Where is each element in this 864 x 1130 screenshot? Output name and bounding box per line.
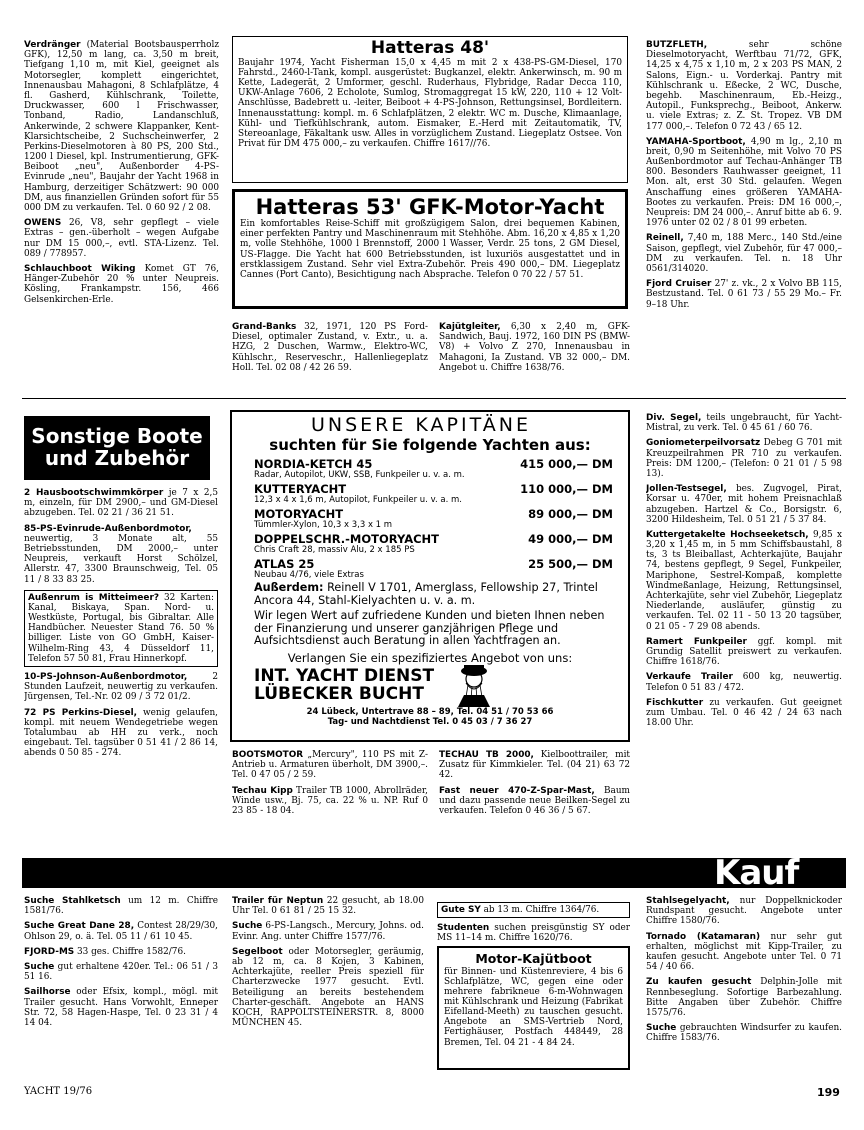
kauf-column-4 xyxy=(646,896,842,1078)
ad-headline: Verdränger xyxy=(24,40,81,50)
ad-text: je 7 x 2,5 m, einzeln, für DM 2900,– und GM-Diesel abzugeben. Tel. 02 21 / 36 21 51. xyxy=(24,488,218,519)
ad-text: 2 Stunden Laufzeit, neuwertig zu verkaufen. Jürgensen, Tel.-Nr. 02 09 / 3 72 01/2. xyxy=(24,672,218,703)
ausserdem-label: Außerdem: xyxy=(254,581,324,594)
kauf-column-2 xyxy=(232,896,424,1078)
ad-headline: 85-PS-Evinrude-Außenbordmotor, xyxy=(24,523,192,534)
classified-ad xyxy=(24,708,218,759)
ad-headline: Fischkutter xyxy=(646,697,704,708)
kauf-column-3 xyxy=(437,902,630,944)
ad-headline: Fjord Cruiser xyxy=(646,279,712,290)
classified-ad xyxy=(646,896,842,927)
ad-text: teils ungebraucht, für Yacht-Mistral, zu verk. Tel. 0 45 61 / 60 76. xyxy=(646,413,842,434)
ad-headline: Suche xyxy=(232,921,263,932)
company-name-2: LÜBECKER BUCHT xyxy=(254,684,424,705)
footer-left: YACHT 19/76 xyxy=(24,1086,93,1097)
ad-text: zu verkaufen. Gut geeignet zum Umbau. Tel. 0 46 42 / 24 63 nach 18.00 Uhr. xyxy=(646,697,842,729)
column-1-top xyxy=(24,40,219,385)
classified-ad xyxy=(24,590,218,667)
classified-ad xyxy=(24,672,218,703)
ad-headline: YAMAHA-Sportboot, xyxy=(646,136,746,147)
classified-ad xyxy=(646,1023,842,1043)
hatteras-48-text: Baujahr 1974, Yacht Fisherman 15,0 x 4,45 m mit 2 x 438-PS-GM-Diesel, 170 Fahrstd., 2460-l-Tank, kompl. ausgerüstet: Bugkanzel, elektr. Ankerwinsch, m. 90 m Kette, Ladegerät, 2 Umformer, geschl. Ruderhaus, Flybridge, Radar Decca 110, UKW-Anlage 7606, 2 Echolote, Sumlog, Stromaggregat 15 kW, 220, 110 + 12 Volt-Anschlüsse, Badebrett u. -leiter, Beiboot + 4-PS-Johnson, Rettungsinsel, Bordleitern. Innenausstattung: kompl. m. 6 Schlafplätzen, 2 elektr. WC m. Dusche, Klimaanlage, Kühl- und Tiefkühlschrank, autom. Eismaker, E.-Herd mit Zeitautomatik, TV, Stereoanlage, Fäkaltank usw. Alles in vorzüglichem Zustand. Liegeplatz Ostsee. Von Privat für DM 475 000,– zu verkaufen. Chiffre 1617//76. xyxy=(238,57,622,149)
ad-text: 32 Karten: Kanal, Biskaya, Span. Nord- u. Westküste, Portugal, bis Gibraltar. Alle Handbücher. Neuester Stand 76. 50 % billiger. Liste von GO GmbH, Kaiser-Wilhelm-Ring 43, 4 Düsseldorf 11, Telefon 57 50 81, Frau Hinnerkopf. xyxy=(28,592,214,664)
classified-ad xyxy=(232,750,428,781)
ad-text: bes. Zugvogel, Pirat, Korsar u. 470er, mit hohem Preisnachlaß abzugeben. Hartzel & Co., Borsigstr. 6, 3200 Hildesheim, Tel. 0 51 21 / 5 37 84. xyxy=(646,484,842,525)
classified-ad xyxy=(24,524,218,585)
ad-text: nur sehr gut erhalten, möglichst mit Kipp-Trailer, zu kaufen gesucht. Angebote unter Tel. 0 71 54 / 40 66. xyxy=(646,931,842,973)
hatteras-48-ad xyxy=(232,36,628,183)
ad-text: 26, V8, sehr gepflegt – viele Extras – gen.-überholt – wegen Aufgabe nur DM 15 000,–, evtl. STA-Lizenz. Tel. 089 / 778957. xyxy=(24,218,219,259)
bottom-mid-right-column xyxy=(439,750,630,850)
classified-ad xyxy=(232,896,424,916)
motor-kajuetboot-title: Motor-Kajütboot xyxy=(475,951,592,966)
ad-headline: Techau Kipp xyxy=(232,785,293,796)
kauf-column-1 xyxy=(24,896,218,1078)
yacht-description: 12,3 x 4 x 1,6 m, Autopilot, Funkpeiler u. v. a. m. xyxy=(254,495,462,505)
ad-headline: BÜTZFLETH, xyxy=(646,40,708,50)
classified-ad xyxy=(646,698,842,729)
classified-ad xyxy=(646,484,842,525)
ad-headline: Stahlsegelyacht, xyxy=(646,896,730,906)
ad-text: sehr schöne Dieselmotoryacht, Werftbau 71/72, GFK, 14,25 x 4,75 x 1,10 m, 2 x 203 PS MAN, 2 Salons, Eign.- u. Vorderkaj. Pantry mit Kühlschrank u. Eßecke, 2 WC, Dusche, begehb. Maschinenraum, Eb.-Heizg., Autopil., Funksprechg., Beiboot, Ankerw. u. viele Extras; z. Z. St. Tropez. VB DM 177 000,–. Telefon 0 72 43 / 65 12. xyxy=(646,40,842,132)
ad-text: oder Motorsegler, geräumig, ab 12 m, ca. 8 Kojen, 3 Kabinen, Achterkajüte, reeller Preis speziell für Charterzwecke 1977 gesucht. Evtl. Beteiligung an bereits bestehendem Charter-geschäft. Angebote an HANS KOCH, RAPPOLTSTEINERSTR. 8, 8000 MÜNCHEN 45. xyxy=(232,946,424,1029)
classified-ad xyxy=(232,322,428,373)
address-line-2: Tag- und Nachtdienst Tel. 0 45 03 / 7 36 27 xyxy=(327,716,533,727)
ad-text: 7,40 m, 188 Merc., 140 Std./eine Saison, gepflegt, viel Zubehör, für 47 000,– DM zu verkaufen. Tel. n. 18 Uhr 0561/314020. xyxy=(646,233,842,274)
ad-text: suchen preisgünstig SY oder MS 11–14 m. Chiffre 1620/76. xyxy=(437,923,630,944)
ad-text: 9,85 x 3,20 x 1,45 m, in 5 mm Schiffsbaustahl, 8 ts, 3 ts Bleiballast, Achterkajüte, Baujahr 74, bestens gepflegt, 9 Segel, Funkpeiler, Mariphone, Sestrel-Kompaß, komplette Windmeßanlage, Heizung, Rettungsinsel, Achterkajüte, sehr viel Zubehör, Liegeplatz Niederlande, ausläufer, günstig zu verkaufen. Tel. 02 11 - 50 13 20 tagsüber, 0 21 05 - 7 29 08 abends. xyxy=(646,529,842,632)
classified-ad xyxy=(24,921,218,941)
ad-text: Kielboottrailer, mit Zusatz für Kimmkieler. Tel. (04 21) 63 72 42. xyxy=(439,750,630,781)
yacht-name: ATLAS 25 xyxy=(254,557,315,571)
ad-text: Contest 28/29/30, Ohlson 29, o. ä. Tel. 05 11 / 61 10 45. xyxy=(24,921,218,942)
ad-headline: Suche Stahlketsch xyxy=(24,896,121,906)
ad-headline: Zu kaufen gesucht xyxy=(646,977,752,988)
ad-text: Baum und dazu passende neue Beilken-Segel zu verkaufen. Telefon 0 46 36 / 5 67. xyxy=(439,785,630,816)
ad-text: (Material Bootsbausperrholz GFK), 12,50 m lang, ca. 3,50 m breit, Tiefgang 1,10 m, mit Kiel, geeignet als Motorsegler, komplett eingerichtet, Innenausbau Mahagoni, 8 Schlafplätze, 4 fl. Gasherd, Kühlschrank, Toilette, Druckwasser, 600 l Frischwasser, Tonband, Radio, Landanschluß, Ankerwinde, 2 schwere Klappanker, Kent-Klarsichtscheibe, 2 Suchscheinwerfer, 2 Perkins-Dieselmotoren à 80 PS, 200 Std., 1200 l Diesel, kpl. Instrumentierung, GFK-Beiboot „neu", Außenborder 4-PS-Evinrude „neu", Baujahr der Yacht 1968 in Hamburg, derzeitiger Schätzwert: 90 000 DM, aus finanziellen Gründen sofort für 55 000 DM zu verkaufen. Tel. 0 60 92 / 2 08. xyxy=(24,40,219,213)
hatteras-53-ad xyxy=(232,189,628,309)
ad-text: gut erhaltene 420er. Tel.: 06 51 / 3 51 16. xyxy=(24,961,218,983)
ad-text: nur Doppelknickoder Rundspant gesucht. Angebote unter Chiffre 1580/76. xyxy=(646,896,842,927)
yacht-name: KUTTERYACHT xyxy=(254,482,347,496)
yacht-price: 415 000,— DM xyxy=(520,457,613,471)
address-line-1: 24 Lübeck, Untertrave 88 – 89, Tel. 04 51 / 70 53 66 xyxy=(306,706,554,717)
kapitaene-ausserdem xyxy=(232,582,628,607)
ad-text: 4,90 m lg., 2,10 m breit, 0,90 m Seitenhöhe, mit Volvo 70 PS Außenbordmotor auf Techau-Anhänger TB 800. Besonders Rauhwasser geeignet, 11 Mon. alt, erst 30 Std. gelaufen. Wegen Anschaffung eines größeren YAMAHA-Bootes zu verkaufen. Preis: DM 16 000,–, Neupreis: DM 24 000,–. Anruf bitte ab 6. 9. 1976 unter 02 02 / 8 01 99 erbeten. xyxy=(646,136,842,229)
ad-headline: Grand-Banks xyxy=(232,322,297,332)
classified-ad xyxy=(232,947,424,1029)
ausserdem-text: Reinell V 1701, Amerglass, Fellowship 27, Trintel Ancora 44, Stahl-Kielyachten u. v. a. m. xyxy=(254,581,598,607)
ad-headline: Jollen-Testsegel, xyxy=(646,484,727,495)
classified-ad xyxy=(439,750,630,781)
ad-headline: Tornado (Katamaran) xyxy=(646,931,761,942)
yacht-description: Tümmler-Xylon, 10,3 x 3,3 x 1 m xyxy=(254,520,393,530)
classified-ad xyxy=(437,923,630,943)
captain-illustration-icon xyxy=(452,661,496,709)
ad-headline: OWENS xyxy=(24,218,62,229)
ad-headline: Schlauchboot Wiking xyxy=(24,263,136,274)
ad-text: gebrauchten Windsurfer zu kaufen. Chiffre 1583/76. xyxy=(646,1023,842,1044)
ad-text: Debeg G 701 mit Kreuzpeilrahmen PR 710 zu verkaufen. Preis: DM 1200,– (Telefon: 0 21 01 / 5 98 13). xyxy=(646,438,842,479)
classified-ad xyxy=(24,896,218,916)
hatteras-53-text: Ein komfortables Reise-Schiff mit großzügigem Salon, drei bequemen Kabinen, einer perfekten Pantry und Maschinenraum mit Stehhöhe. Abm. 16,20 x 4,85 x 1,20 m, volle Stehhöhe, 1000 l Brennstoff, 2000 l Wasser, Verdr. 25 tons, 2 GM Diesel, US-Flagge. Die Yacht hat 600 Betriebsstunden, ist luxuriös ausgestattet und in erstklassigem Zustand. Sehr viel Extra-Zubehör. Preis 490 000,– DM. Liegeplatz Cannes (Port Canto), Besichtigung nach Absprache. Telefon 0 70 22 / 57 51. xyxy=(240,219,620,280)
motor-kajuetboot-ad xyxy=(437,946,630,1070)
ad-headline: 2 Hausbootschwimmkörper xyxy=(24,488,164,498)
classified-ad xyxy=(24,962,218,982)
ad-text: 27' z. vk., 2 x Volvo BB 115, Bestzustand. Tel. 0 61 73 / 55 29 Mo.– Fr. 9–18 Uhr. xyxy=(646,279,842,310)
bottom-mid-left-column xyxy=(232,750,428,850)
classified-ad xyxy=(24,40,219,213)
classified-ad xyxy=(646,932,842,973)
ad-headline: Goniometerpeilvorsatz xyxy=(646,438,761,449)
kajuetgleiter-column xyxy=(439,322,630,390)
kapitaene-title: UNSERE KAPITÄNE xyxy=(311,414,531,436)
ad-headline: Kajütgleiter, xyxy=(439,322,501,332)
ad-text: Delphin-Jolle mit Rennbeseglung. Sofortige Barbezahlung. Bitte Angaben über Zubehör. Chiffre 1575/76. xyxy=(646,977,842,1018)
ad-headline: Reinell, xyxy=(646,233,684,244)
classified-ad xyxy=(232,921,424,941)
ad-text: 32, 1971, 120 PS Ford-Diesel, optimaler Zustand, v. Extr., u. a. HZG, 2 Duschen, Warmw., Elektro-WC, Kühlschr., Reserveschr., Hallenliegeplatz Holl. Tel. 02 08 / 42 26 59. xyxy=(232,322,428,373)
ad-headline: Segelboot xyxy=(232,946,283,957)
ad-headline: Suche xyxy=(646,1023,677,1034)
ad-text: 6-PS-Langsch., Mercury, Johns. od. Evinr. Ang. unter Chiffre 1577/76. xyxy=(232,921,424,942)
yacht-name: DOPPELSCHR.-MOTORYACHT xyxy=(254,532,440,546)
section-divider xyxy=(22,398,846,399)
motor-kajuetboot-text: für Binnen- und Küstenreviere, 4 bis 6 Schlafplätze, WC, gegen eine oder mehrere fabrikneue 6-m-Wohnwagen mit Kühlschrank und Heizung (Fabrikat Eifelland-Meeth) zu tauschen gesucht. Angebote an SMS-Vertrieb Nord, Fertighäuser, Postfach 448449, 28 Bremen, Tel. 04 21 - 4 84 24. xyxy=(444,966,623,1048)
classified-ad xyxy=(646,438,842,479)
hatteras-53-title: Hatteras 53' GFK-Motor-Yacht xyxy=(255,195,605,219)
column-4-bottom xyxy=(646,413,842,853)
ad-headline: Trailer für Neptun xyxy=(232,896,324,906)
ad-text: oder Efsix, kompl., mögl. mit Trailer gesucht. Hans Vorwohlt, Enneper Str. 72, 58 Hagen-Haspe, Tel. 0 23 31 / 4 14 04. xyxy=(24,987,218,1028)
yacht-row xyxy=(232,507,628,521)
column-1-bottom xyxy=(24,488,218,843)
ad-text: um 12 m. Chiffre 1581/76. xyxy=(24,896,218,917)
ad-headline: Suche Great Dane 28, xyxy=(24,921,135,932)
yacht-price: 49 000,— DM xyxy=(528,532,613,546)
classified-ad xyxy=(646,637,842,668)
ad-headline: Verkaufe Trailer xyxy=(646,672,733,683)
classified-ad xyxy=(24,987,218,1028)
yacht-row xyxy=(232,532,628,546)
ad-text: 6,30 x 2,40 m, GFK-Sandwich, Bauj. 1972, 160 DIN PS (BMW-V8) + Volvo Z 270, Innenausbau in Mahagoni, Ia Zustand. VB 32 000,– DM. Angebot u. Chiffre 1638/76. xyxy=(439,322,630,373)
ad-headline: FJORD-MS xyxy=(24,946,75,957)
ad-headline: Fast neuer 470-Z-Spar-Mast, xyxy=(439,785,595,796)
kapitaene-offer: Verlangen Sie ein spezifiziertes Angebot von uns: xyxy=(287,650,573,665)
ad-text: Komet GT 76, Hänger-Zubehör 20 % unter Neupreis. Kösling, Frankampstr. 156, 466 Gelsenkirchen-Erle. xyxy=(24,263,219,305)
classified-ad xyxy=(646,40,842,132)
classified-ad xyxy=(232,786,428,817)
grand-banks-column xyxy=(232,322,428,390)
ad-text: ggf. kompl. mit Grundig Satellit preiswert zu verkaufen. Chiffre 1618/76. xyxy=(646,636,842,668)
classified-ad xyxy=(646,279,842,310)
kapitaene-ad xyxy=(230,410,630,742)
company-block xyxy=(232,667,628,707)
yacht-price: 25 500,— DM xyxy=(528,557,613,571)
ad-text: ab 13 m. Chiffre 1364/76. xyxy=(480,905,600,915)
classified-ad xyxy=(439,322,630,373)
ad-text: 33 ges. Chiffre 1582/76. xyxy=(74,946,186,957)
classified-ad xyxy=(646,137,842,229)
ad-headline: Studenten xyxy=(437,923,490,934)
yacht-price: 110 000,— DM xyxy=(520,482,613,496)
classified-ad xyxy=(24,947,218,957)
classified-ad xyxy=(437,902,630,918)
ad-headline: 72 PS Perkins-Diesel, xyxy=(24,707,138,718)
classified-ad xyxy=(646,530,842,632)
section-header: Sonstige Boote und Zubehör xyxy=(24,416,210,480)
ad-text: neuwertig, 3 Monate alt, 55 Betriebsstunden, DM 2000,– unter Neupreis, verkauft Horst Schölzel, Allerstr. 47, 3300 Braunschweig, Tel. 05 11 / 8 33 83 25. xyxy=(24,533,218,585)
company-name-1: INT. YACHT DIENST xyxy=(254,665,435,686)
classified-ad xyxy=(24,264,219,305)
kapitaene-paragraph: Wir legen Wert auf zufriedene Kunden und bieten Ihnen neben der Finanzierung und unserer ganzjährigen Pflege und Aufsichtsdienst auch Beratung in allen Yachtfragen an. xyxy=(254,609,605,648)
ad-text: wenig gelaufen, kompl. mit neuem Wendegetriebe wegen Totalumbau ab HH zu verk., noch eingebaut. Tel. tagsüber 0 51 41 / 2 86 14, abends 0 50 85 - 274. xyxy=(24,707,218,759)
classified-ad xyxy=(24,218,219,259)
classified-ad xyxy=(646,672,842,692)
ad-text: 600 kg, neuwertig. Telefon 0 51 83 / 472. xyxy=(646,672,842,693)
yacht-list xyxy=(232,457,628,580)
yacht-name: MOTORYACHT xyxy=(254,507,344,521)
ad-text: Trailer TB 1000, Abrollräder, Winde usw., Bj. 75, ca. 22 % u. NP. Ruf 0 23 85 - 18 04. xyxy=(232,785,428,816)
ad-text: 22 gesucht, ab 18.00 Uhr Tel. 0 61 81 / 25 15 32. xyxy=(232,896,424,917)
yacht-row xyxy=(232,482,628,496)
ad-headline: Außenrum is Mitteimeer? xyxy=(28,592,159,603)
yacht-description: Chris Craft 28, massiv Alu, 2 x 185 PS xyxy=(254,545,415,555)
yacht-name: NORDIA-KETCH 45 xyxy=(254,457,373,471)
ad-headline: TECHAU TB 2000, xyxy=(439,750,534,760)
ad-text: „Mercury", 110 PS mit Z-Antrieb u. Armaturen überholt, DM 3900,–. Tel. 0 47 05 / 2 59. xyxy=(232,750,428,781)
yacht-row xyxy=(232,457,628,471)
ad-headline: Kuttergetakelte Hochseeketsch, xyxy=(646,529,809,540)
ad-headline: Suche xyxy=(24,961,55,972)
yacht-description: Radar, Autopilot, UKW, SSB, Funkpeiler u. v. a. m. xyxy=(254,470,465,480)
page-number: 199 xyxy=(817,1086,840,1099)
classified-ad xyxy=(24,488,218,519)
kauf-label: Kauf xyxy=(714,853,799,893)
classified-ad xyxy=(646,413,842,433)
classified-ad xyxy=(439,786,630,817)
ad-headline: Sailhorse xyxy=(24,987,71,998)
yacht-description: Neubau 4/76, viele Extras xyxy=(254,570,364,580)
ad-headline: Gute SY xyxy=(441,905,481,915)
hatteras-48-title: Hatteras 48' xyxy=(370,38,490,58)
ad-headline: 10-PS-Johnson-Außenbordmotor, xyxy=(24,672,188,682)
yacht-price: 89 000,— DM xyxy=(528,507,613,521)
yacht-row xyxy=(232,557,628,571)
column-4-top xyxy=(646,40,842,390)
kapitaene-subtitle: suchten für Sie folgende Yachten aus: xyxy=(269,436,591,454)
ad-headline: BOOTSMOTOR xyxy=(232,750,304,760)
ad-headline: Div. Segel, xyxy=(646,413,702,423)
ad-headline: Ramert Funkpeiler xyxy=(646,636,747,647)
classified-ad xyxy=(646,977,842,1018)
classified-ad xyxy=(646,233,842,274)
